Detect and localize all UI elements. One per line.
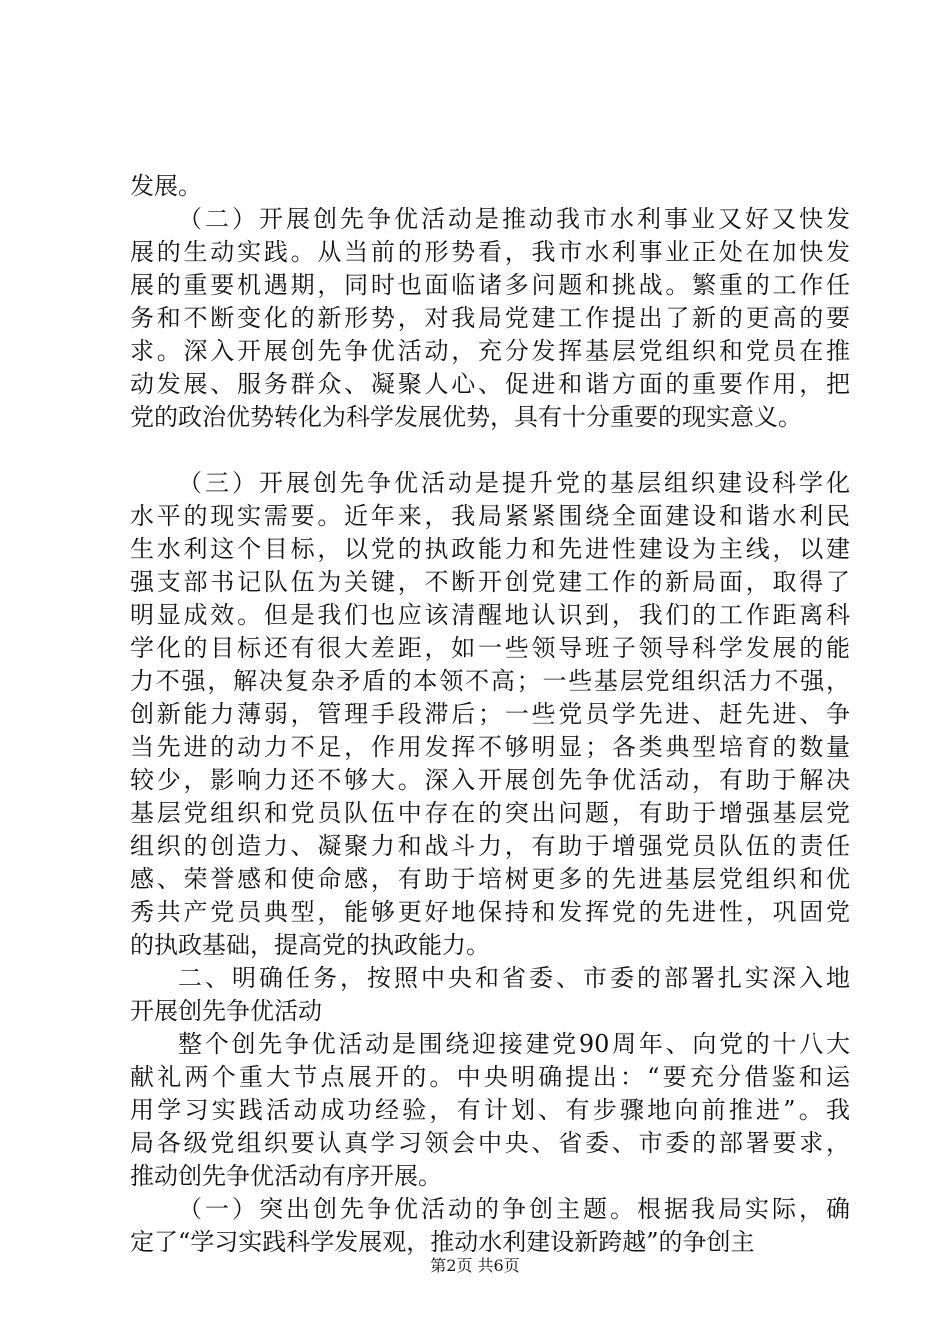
text-line: 强支部书记队伍为关键，不断开创党建工作的新局面，取得了 [130,568,850,596]
text-line: 力不强，解决复杂矛盾的本领不高；一些基层党组织活力不强， [130,667,850,695]
text-line: 党的政治优势转化为科学发展优势，具有十分重要的现实意义。 [130,403,802,431]
document-body [130,170,850,1259]
text-line: 二、明确任务，按照中央和省委、市委的部署扎实深入地 [178,964,850,992]
text-line: 当先进的动力不足，作用发挥不够明显；各类典型培育的数量 [130,733,850,761]
text-line: 动发展、服务群众、凝聚人心、促进和谐方面的重要作用，把 [130,370,850,398]
paragraph [130,170,850,203]
text-line: 组织的创造力、凝聚力和战斗力，有助于增强党员队伍的责任 [130,832,850,860]
text-line: 感、荣誉感和使命感，有助于培树更多的先进基层党组织和优 [130,865,850,893]
paragraph-gap [130,434,850,467]
text-line: 学化的目标还有很大差距，如一些领导班子领导科学发展的能 [130,634,850,662]
text-line: 务和不断变化的新形势，对我局党建工作提出了新的更高的要 [130,304,850,332]
text-line: （三）开展创先争优活动是提升党的基层组织建设科学化 [178,469,850,497]
page-footer: 第2页 共6页 [430,1256,520,1275]
text-line: 发展。 [130,172,202,200]
paragraph [130,467,850,962]
text-line: （一）突出创先争优活动的争创主题。根据我局实际，确 [178,1195,850,1223]
text-line: 秀共产党员典型，能够更好地保持和发挥党的先进性，巩固党 [130,898,850,926]
text-line: 求。深入开展创先争优活动，充分发挥基层党组织和党员在推 [130,337,850,365]
text-line: 献礼两个重大节点展开的。中央明确提出：“要充分借鉴和运 [130,1063,850,1091]
text-line: 水平的现实需要。近年来，我局紧紧围绕全面建设和谐水利民 [130,502,850,530]
text-line: 推动创先争优活动有序开展。 [130,1162,442,1190]
paragraph [130,962,850,1028]
text-line: 生水利这个目标，以党的执政能力和先进性建设为主线，以建 [130,535,850,563]
text-line: 展的重要机遇期，同时也面临诸多问题和挑战。繁重的工作任 [130,271,850,299]
text-line: 较少，影响力还不够大。深入开展创先争优活动，有助于解决 [130,766,850,794]
text-line: （二）开展创先争优活动是推动我市水利事业又好又快发 [178,205,850,233]
text-line: 用学习实践活动成功经验，有计划、有步骤地向前推进”。我 [130,1096,850,1124]
text-line: 整个创先争优活动是围绕迎接建党90周年、向党的十八大 [178,1030,850,1058]
text-line: 基层党组织和党员队伍中存在的突出问题，有助于增强基层党 [130,799,850,827]
text-line: 定了“学习实践科学发展观，推动水利建设新跨越”的争创主 [130,1228,755,1256]
text-line: 明显成效。但是我们也应该清醒地认识到，我们的工作距离科 [130,601,850,629]
text-line: 开展创先争优活动 [130,997,322,1025]
paragraph [130,203,850,434]
text-line: 局各级党组织要认真学习领会中央、省委、市委的部署要求， [130,1129,850,1157]
paragraph [130,1193,850,1259]
text-line: 的执政基础，提高党的执政能力。 [130,931,490,959]
text-line: 创新能力薄弱，管理手段滞后；一些党员学先进、赶先进、争 [130,700,850,728]
text-line: 展的生动实践。从当前的形势看，我市水利事业正处在加快发 [130,238,850,266]
paragraph [130,1028,850,1193]
